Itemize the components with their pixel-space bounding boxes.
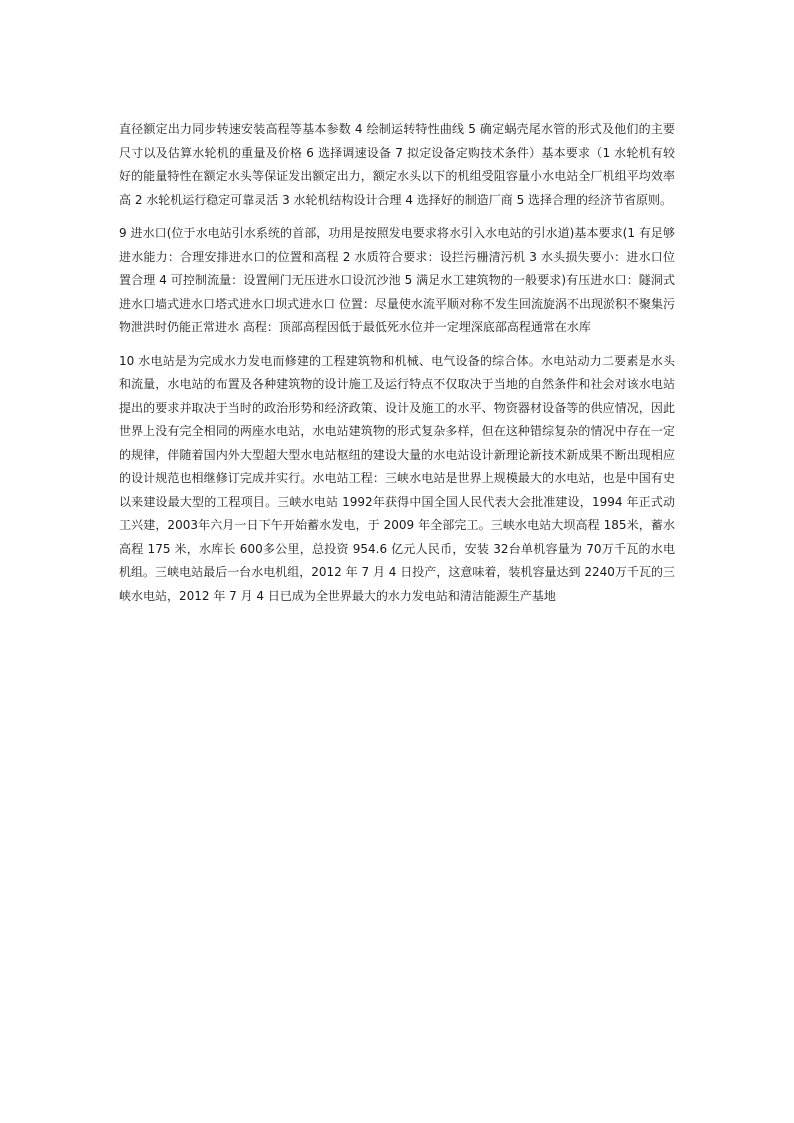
document-body xyxy=(119,118,675,618)
paragraph-hydropower-station: 10 水电站是为完成水力发电而修建的工程建筑物和机械、电气设备的综合体。水电站动力二要素是水头和流量，水电站的布置及各种建筑物的设计施工及运行特点不仅取决于当地的自然条件和社会对该水电站提出的要求并取决于当时的政治形势和经济政策、设计及施工的水平、物资器材设备等的供应情况，因此世界上没有完全相同的两座水电站，水电站建筑物的形式复杂多样，但在这种错综复杂的情况中存在一定的规律，伴随着国内外大型超大型水电站枢纽的建设大量的水电站设计新理论新技术新成果不断出现相应的设计规范也相继修订完成并实行。水电站工程：三峡水电站是世界上规模最大的水电站，也是中国有史以来建设最大型的工程项目。三峡水电站 1992年获得中国全国人民代表大会批准建设，1994 年正式动工兴建，2003年六月一日下午开始蓄水发电，于 2009 年全部完工。三峡水电站大坝高程 185米，蓄水高程 175 米，水库长 600多公里，总投资 954.6 亿元人民币，安装 32台单机容量为 70万千瓦的水电机组。三峡电站最后一台水电机组，2012 年 7 月 4 日投产，这意味着，装机容量达到 2240万千瓦的三峡水电站，2012 年 7 月 4 日已成为全世界最大的水力发电站和清洁能源生产基地 xyxy=(119,353,675,603)
paragraph-turbine-selection: 直径额定出力同步转速安装高程等基本参数 4 绘制运转特性曲线 5 确定蜗壳尾水管的形式及他们的主要尺寸以及估算水轮机的重量及价格 6 选择调速设备 7 拟定设备定购技术条件）基本要求（1 水轮机有较好的能量特性在额定水头等保证发出额定出力，额定水头以下的机组受阻容量小水电站全厂机组平均效率高 2 水轮机运行稳定可靠灵活 3 水轮机结构设计合理 4 选择好的制造厂商 5 选择合理的经济节省原则。 xyxy=(119,122,675,207)
paragraph-water-intake: 9 进水口(位于水电站引水系统的首部，功用是按照发电要求将水引入水电站的引水道)基本要求(1 有足够进水能力：合理安排进水口的位置和高程 2 水质符合要求：设拦污栅清污机 3 水头损失要小：进水口位置合理 4 可控制流量：设置闸门无压进水口设沉沙池 5 满足水工建筑物的一般要求)有压进水口：隧洞式进水口墙式进水口塔式进水口坝式进水口 位置：尽量使水流平顺对称不发生回流旋涡不出现淤积不聚集污物泄洪时仍能正常进水 高程：顶部高程因低于最低死水位并一定埋深底部高程通常在水库 xyxy=(119,226,675,334)
